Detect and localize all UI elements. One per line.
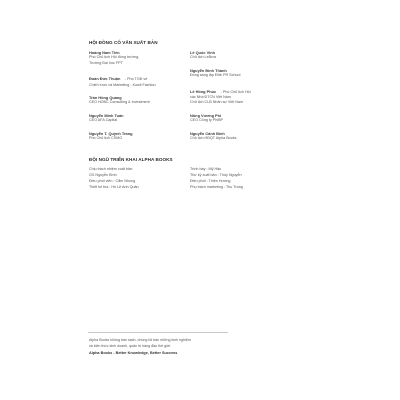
advisory-board-heading: HỘI ĐỒNG CỐ VẤN XUẤT BẢN <box>89 40 158 45</box>
member-name: Nguyễn Cảnh Bình <box>190 130 225 136</box>
team-credit: GS Nguyễn Bình <box>89 173 117 177</box>
advisory-member <box>190 50 300 61</box>
member-title: Chủ tịch LeBros <box>190 55 217 60</box>
member-title: - Phó TGĐ về <box>124 77 148 82</box>
editorial-team-left-column <box>89 166 199 190</box>
advisory-member <box>190 68 300 79</box>
member-name: Nguyễn T. Quỳnh Trang <box>89 130 133 136</box>
member-name: Lê Quốc Vinh <box>190 50 216 55</box>
about-text: Alpha Books không bán sách, chúng tôi bán những kinh nghiệm <box>89 338 191 342</box>
member-title: Chủ tịch HĐQT Alpha Books <box>190 136 237 141</box>
team-credit: Phụ trách marketing : Thu Trang <box>190 185 243 189</box>
member-name-row <box>89 73 199 82</box>
team-credit: Trình bày : Mỹ Hậu <box>190 167 222 171</box>
advisory-member <box>89 73 199 88</box>
advisory-member <box>190 113 300 124</box>
about-text: và kiến thức kinh doanh, quản trị hàng đầu thế giới. <box>89 344 172 349</box>
member-title: CEO HOBC Consulting & Investment <box>89 100 150 105</box>
member-name: Trần Hồng Quang <box>89 95 122 101</box>
member-name: Đoàn Đức Thuận <box>89 76 121 82</box>
member-name-row <box>190 86 300 95</box>
member-title: CEO AFA Capital <box>89 118 118 123</box>
team-credit: Điều phối : Thiện Hương <box>190 179 231 183</box>
member-title: các Nhà ĐTCN Việt Nam <box>190 95 231 100</box>
member-title: CEO Công ty PhiBP <box>190 118 223 123</box>
member-title: Chiến lược và Marketing - Kowil Fashion <box>89 82 156 87</box>
advisory-member <box>89 50 199 66</box>
team-credit: Thiết kế bìa : Hồ Lê Anh Quân <box>89 185 139 189</box>
editorial-team-heading: ĐỘI NGŨ TRIỂN KHAI ALPHA BOOKS <box>89 157 173 162</box>
advisory-board-left-column <box>89 50 199 148</box>
publisher-slogan: Alpha Books - Better Knowledge, Better Success <box>89 350 178 355</box>
editorial-team-right-column <box>190 166 300 190</box>
team-credit: Thư ký xuất bản : Thúy Nguyễn <box>190 173 242 177</box>
member-title: - Phó Chủ tịch Hội <box>220 89 251 94</box>
team-credit: Điều phối viên : Cẩm Nhung <box>89 179 136 183</box>
advisory-member <box>89 113 199 124</box>
member-title: Phó Chủ tịch CSMO <box>89 136 123 141</box>
advisory-member <box>190 86 300 106</box>
about-block <box>89 337 191 356</box>
advisory-member <box>190 131 300 142</box>
footer-divider <box>88 332 228 333</box>
team-credit: Chịu trách nhiệm xuất bản: <box>89 167 134 171</box>
advisory-member <box>89 131 199 142</box>
member-title: Trường Đại học FPT <box>89 60 123 65</box>
member-title: Phó Chủ tịch Hội đồng trường, <box>89 55 140 60</box>
member-name: Hoàng Nam Tiến <box>89 50 120 55</box>
member-name: Nguyễn Đình Thành <box>190 67 227 73</box>
advisory-board-right-column <box>190 50 300 148</box>
member-title: Chủ tịch CLB Nhân sự Việt Nam <box>190 100 244 105</box>
member-name: Lê Hồng Phúc <box>190 88 217 94</box>
member-title: Đồng sáng lập Elite PR School <box>190 73 241 78</box>
member-name: Nguyễn Minh Tuấn <box>89 112 124 118</box>
member-name: Nông Vương Phi <box>190 112 222 118</box>
advisory-member <box>89 95 199 106</box>
